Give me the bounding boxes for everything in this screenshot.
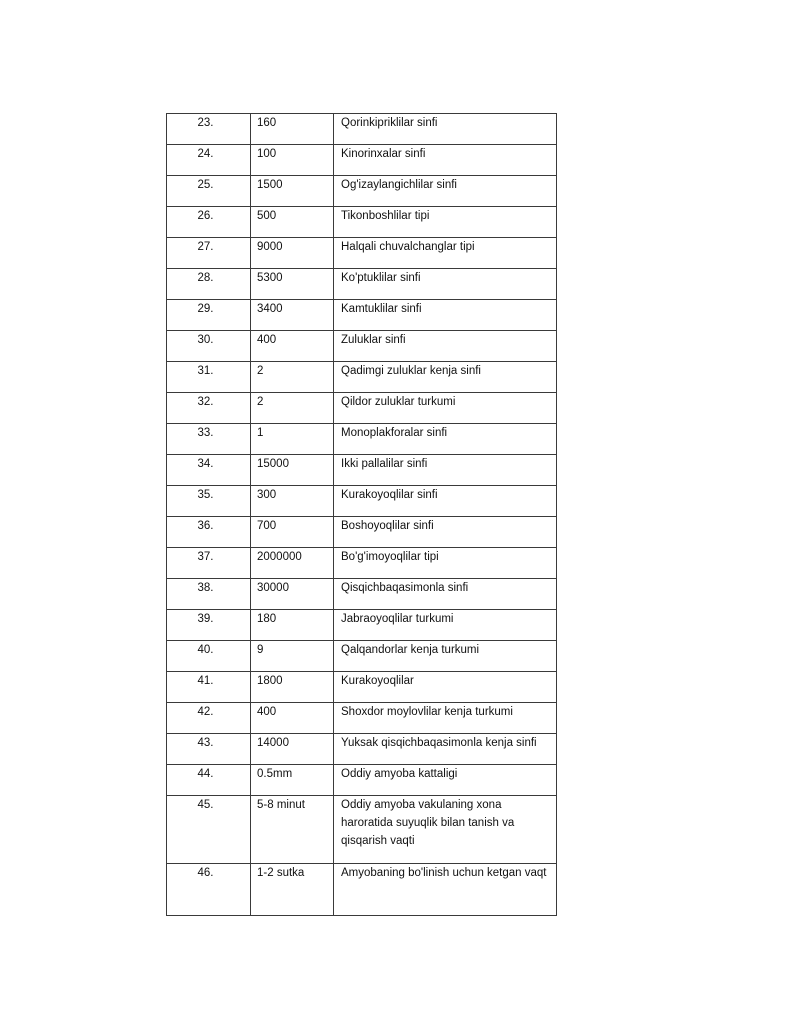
row-name-cell: Qalqandorlar kenja turkumi: [334, 641, 557, 672]
row-value-cell: 9000: [251, 238, 334, 269]
row-name-cell: Qisqichbaqasimonla sinfi: [334, 579, 557, 610]
row-number-cell: 36.: [167, 517, 251, 548]
row-value-cell: 2000000: [251, 548, 334, 579]
table-row: [167, 300, 557, 331]
row-number-cell: 29.: [167, 300, 251, 331]
row-name-cell: Og'izaylangichlilar sinfi: [334, 176, 557, 207]
row-number-cell: 40.: [167, 641, 251, 672]
table-row: [167, 672, 557, 703]
table-row: [167, 238, 557, 269]
table-row: [167, 765, 557, 796]
row-name-cell: Ko'ptuklilar sinfi: [334, 269, 557, 300]
table-row: [167, 393, 557, 424]
row-value-cell: 14000: [251, 734, 334, 765]
table-body: [167, 114, 557, 916]
row-number-cell: 35.: [167, 486, 251, 517]
table-row: [167, 269, 557, 300]
row-number-cell: 43.: [167, 734, 251, 765]
table-row: [167, 176, 557, 207]
row-number-cell: 46.: [167, 864, 251, 916]
row-value-cell: 180: [251, 610, 334, 641]
row-name-cell: Tikonboshlilar tipi: [334, 207, 557, 238]
row-value-cell: 0.5mm: [251, 765, 334, 796]
row-number-cell: 44.: [167, 765, 251, 796]
row-number-cell: 38.: [167, 579, 251, 610]
row-name-cell: Jabraoyoqlilar turkumi: [334, 610, 557, 641]
row-value-cell: 2: [251, 393, 334, 424]
row-name-cell: Oddiy amyoba vakulaning xona haroratida suyuqlik bilan tanish va qisqarish vaqti: [334, 796, 557, 864]
table-row: [167, 145, 557, 176]
table-row: [167, 610, 557, 641]
table-row: [167, 796, 557, 864]
row-value-cell: 2: [251, 362, 334, 393]
row-name-cell: Kinorinxalar sinfi: [334, 145, 557, 176]
row-number-cell: 42.: [167, 703, 251, 734]
row-number-cell: 37.: [167, 548, 251, 579]
table-row: [167, 424, 557, 455]
row-name-cell: Oddiy amyoba kattaligi: [334, 765, 557, 796]
row-name-cell: Zuluklar sinfi: [334, 331, 557, 362]
row-name-cell: Qorinkipriklilar sinfi: [334, 114, 557, 145]
row-value-cell: 300: [251, 486, 334, 517]
row-value-cell: 400: [251, 331, 334, 362]
row-number-cell: 31.: [167, 362, 251, 393]
row-number-cell: 41.: [167, 672, 251, 703]
row-value-cell: 3400: [251, 300, 334, 331]
row-number-cell: 25.: [167, 176, 251, 207]
data-table: [166, 113, 557, 916]
row-name-cell: Bo'g'imoyoqlilar tipi: [334, 548, 557, 579]
row-number-cell: 24.: [167, 145, 251, 176]
row-name-cell: Ikki pallalilar sinfi: [334, 455, 557, 486]
row-name-cell: Qadimgi zuluklar kenja sinfi: [334, 362, 557, 393]
row-value-cell: 30000: [251, 579, 334, 610]
row-number-cell: 26.: [167, 207, 251, 238]
row-value-cell: 160: [251, 114, 334, 145]
table-row: [167, 114, 557, 145]
row-name-cell: Kamtuklilar sinfi: [334, 300, 557, 331]
table-row: [167, 579, 557, 610]
row-name-cell: Qildor zuluklar turkumi: [334, 393, 557, 424]
table-row: [167, 517, 557, 548]
row-number-cell: 27.: [167, 238, 251, 269]
row-number-cell: 32.: [167, 393, 251, 424]
table-row: [167, 362, 557, 393]
row-number-cell: 34.: [167, 455, 251, 486]
row-value-cell: 700: [251, 517, 334, 548]
row-value-cell: 400: [251, 703, 334, 734]
row-name-cell: Amyobaning bo'linish uchun ketgan vaqt: [334, 864, 557, 916]
row-value-cell: 500: [251, 207, 334, 238]
table-row: [167, 864, 557, 916]
row-name-cell: Boshoyoqlilar sinfi: [334, 517, 557, 548]
row-number-cell: 39.: [167, 610, 251, 641]
row-value-cell: 9: [251, 641, 334, 672]
row-value-cell: 1500: [251, 176, 334, 207]
row-value-cell: 1800: [251, 672, 334, 703]
row-name-cell: Halqali chuvalchanglar tipi: [334, 238, 557, 269]
row-name-cell: Yuksak qisqichbaqasimonla kenja sinfi: [334, 734, 557, 765]
table-row: [167, 455, 557, 486]
row-number-cell: 28.: [167, 269, 251, 300]
row-number-cell: 23.: [167, 114, 251, 145]
row-name-cell: Kurakoyoqlilar: [334, 672, 557, 703]
row-value-cell: 100: [251, 145, 334, 176]
table-row: [167, 548, 557, 579]
table-row: [167, 486, 557, 517]
row-value-cell: 1-2 sutka: [251, 864, 334, 916]
row-number-cell: 45.: [167, 796, 251, 864]
table-row: [167, 703, 557, 734]
table-row: [167, 734, 557, 765]
table-row: [167, 331, 557, 362]
row-value-cell: 15000: [251, 455, 334, 486]
row-value-cell: 5300: [251, 269, 334, 300]
row-name-cell: Shoxdor moylovlilar kenja turkumi: [334, 703, 557, 734]
row-number-cell: 30.: [167, 331, 251, 362]
row-name-cell: Monoplakforalar sinfi: [334, 424, 557, 455]
row-value-cell: 1: [251, 424, 334, 455]
row-number-cell: 33.: [167, 424, 251, 455]
table-row: [167, 641, 557, 672]
table-row: [167, 207, 557, 238]
row-name-cell: Kurakoyoqlilar sinfi: [334, 486, 557, 517]
row-value-cell: 5-8 minut: [251, 796, 334, 864]
